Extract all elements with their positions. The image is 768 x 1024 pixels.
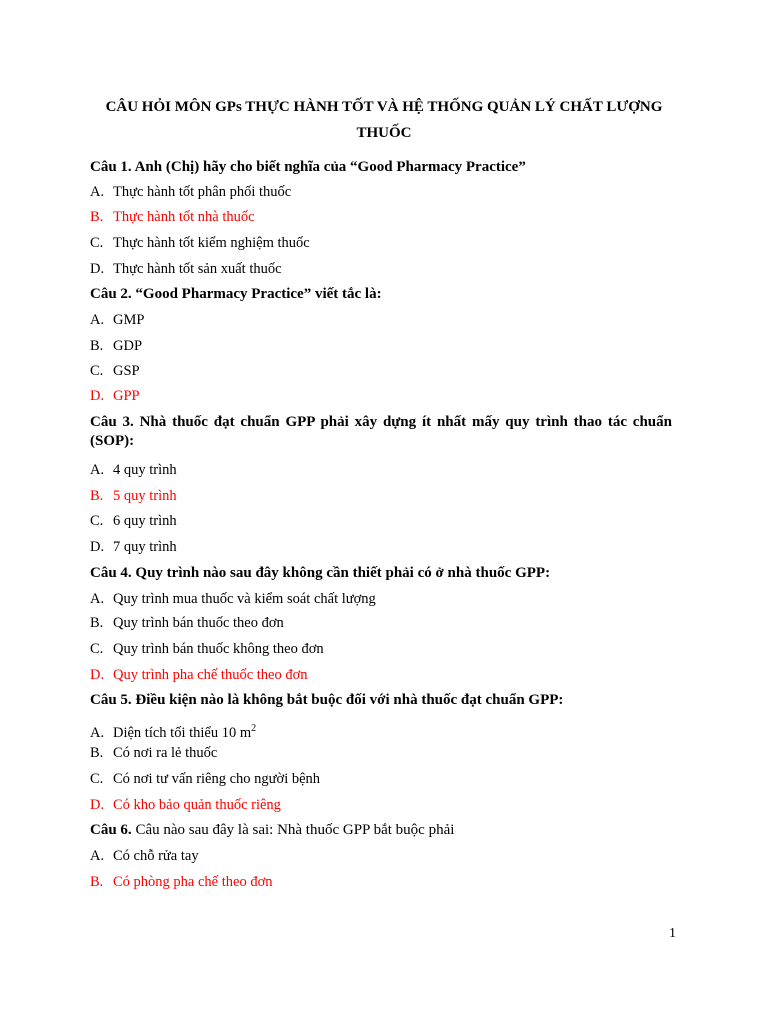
option-letter: B. [90, 488, 104, 504]
question-3: Câu 3. Nhà thuốc đạt chuẩn GPP phải xây dựng ít nhất mấy quy trình thao tác chuẩn (SOP): [90, 414, 672, 449]
option-1a [90, 183, 672, 202]
option-letter: C. [90, 363, 104, 379]
option-5b [90, 744, 672, 763]
option-6b-correct [90, 873, 672, 892]
option-letter: B. [90, 615, 104, 631]
question-6 [90, 821, 672, 840]
question-6-label: Câu 6. [90, 822, 132, 838]
option-4d-correct [90, 666, 672, 685]
option-letter: B. [90, 209, 104, 225]
option-4c [90, 640, 672, 659]
option-text: Có phòng pha chế theo đơn [113, 874, 273, 890]
option-letter: A. [90, 848, 105, 864]
option-text: Có chỗ rửa tay [113, 848, 199, 864]
option-text: GSP [113, 363, 140, 379]
option-letter: C. [90, 771, 104, 787]
page-number: 1 [669, 926, 676, 941]
option-text: Có nơi ra lẻ thuốc [113, 745, 218, 761]
question-5: Câu 5. Điều kiện nào là không bắt buộc đối với nhà thuốc đạt chuẩn GPP: [90, 692, 564, 708]
option-text: Diện tích tối thiểu 10 m [113, 724, 252, 741]
option-4b [90, 614, 672, 633]
question-4: Câu 4. Quy trình nào sau đây không cần thiết phải có ở nhà thuốc GPP: [90, 565, 551, 581]
option-text: Quy trình mua thuốc và kiểm soát chất lượng [113, 591, 376, 607]
option-letter: A. [90, 312, 105, 328]
option-letter: B. [90, 745, 104, 761]
option-text: 7 quy trình [113, 539, 177, 555]
option-2d-correct [90, 387, 672, 406]
title-line-2: THUỐC [356, 125, 412, 141]
question-6-text: Câu nào sau đây là sai: Nhà thuốc GPP bắt buộc phải [135, 822, 455, 838]
option-2a [90, 311, 672, 330]
option-5c [90, 770, 672, 789]
option-text: Quy trình pha chế thuốc theo đơn [113, 667, 308, 683]
option-4a [90, 590, 672, 609]
option-text: Quy trình bán thuốc theo đơn [113, 615, 284, 631]
superscript-2: 2 [251, 723, 257, 734]
option-letter: D. [90, 797, 105, 813]
option-letter: C. [90, 641, 104, 657]
option-3b-correct [90, 487, 672, 506]
option-5a [90, 719, 672, 743]
option-letter: B. [90, 874, 104, 890]
option-3d [90, 538, 672, 557]
option-3a [90, 461, 672, 480]
option-letter: D. [90, 667, 105, 683]
option-text: Thực hành tốt phân phối thuốc [113, 184, 292, 200]
title-line-1: CÂU HỎI MÔN GPs THỰC HÀNH TỐT VÀ HỆ THỐNG QUẢN LÝ CHẤT LƯỢNG [105, 99, 663, 115]
option-1b-correct [90, 208, 672, 227]
option-letter: D. [90, 539, 105, 555]
option-text: GMP [113, 312, 145, 328]
option-letter: A. [90, 462, 105, 478]
option-5d-correct [90, 796, 672, 815]
option-text: 4 quy trình [113, 462, 177, 478]
document-title [0, 94, 768, 146]
option-1c [90, 234, 672, 253]
option-text: Thực hành tốt sản xuất thuốc [113, 261, 282, 277]
option-text: Có nơi tư vấn riêng cho người bệnh [113, 771, 321, 787]
option-letter: C. [90, 513, 104, 529]
option-text: 5 quy trình [113, 488, 177, 504]
option-text: Quy trình bán thuốc không theo đơn [113, 641, 324, 657]
option-letter: D. [90, 388, 105, 404]
option-letter: A. [90, 591, 105, 607]
option-letter: D. [90, 261, 105, 277]
option-text: Thực hành tốt kiểm nghiệm thuốc [113, 235, 310, 251]
option-3c [90, 512, 672, 531]
option-text: GPP [113, 388, 140, 404]
option-6a [90, 847, 672, 866]
option-letter: A. [90, 184, 105, 200]
option-letter: C. [90, 235, 104, 251]
option-2b [90, 337, 672, 356]
option-1d [90, 260, 672, 279]
question-2: Câu 2. “Good Pharmacy Practice” viết tắc là: [90, 286, 382, 302]
option-2c [90, 362, 672, 381]
option-text: Thực hành tốt nhà thuốc [113, 209, 255, 225]
option-letter: A. [90, 724, 105, 741]
option-text: GDP [113, 338, 143, 354]
question-1: Câu 1. Anh (Chị) hãy cho biết nghĩa của “Good Pharmacy Practice” [90, 159, 526, 175]
option-text: Có kho bảo quản thuốc riêng [113, 797, 281, 813]
option-letter: B. [90, 338, 104, 354]
option-text: 6 quy trình [113, 513, 177, 529]
